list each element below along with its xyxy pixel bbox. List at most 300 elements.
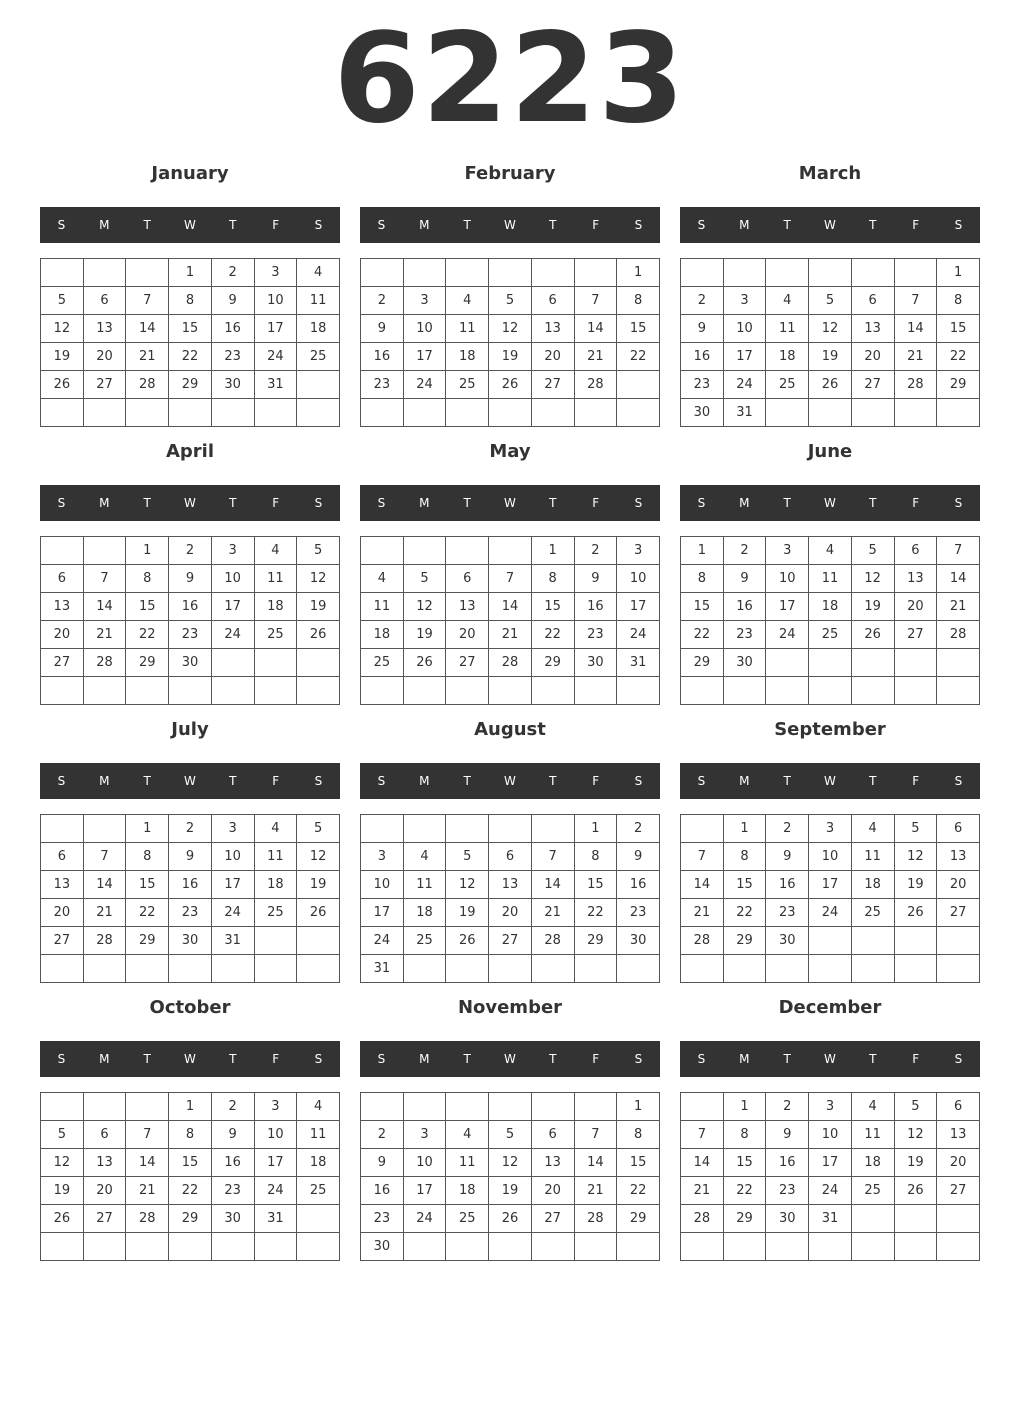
day-cell: 12 bbox=[403, 593, 446, 621]
day-cell bbox=[531, 955, 574, 983]
day-cell: 4 bbox=[851, 815, 894, 843]
weekday-label: W bbox=[504, 774, 516, 788]
day-cell: 11 bbox=[297, 287, 340, 315]
day-cell: 6 bbox=[851, 287, 894, 315]
day-cell: 14 bbox=[126, 1149, 169, 1177]
weekday-label: T bbox=[783, 1052, 791, 1066]
week-row bbox=[681, 1093, 980, 1121]
day-cell: 16 bbox=[766, 871, 809, 899]
day-cell: 24 bbox=[723, 371, 766, 399]
day-cell bbox=[297, 371, 340, 399]
day-cell: 24 bbox=[617, 621, 660, 649]
day-cell: 22 bbox=[681, 621, 724, 649]
day-cell: 1 bbox=[937, 259, 980, 287]
week-row bbox=[361, 955, 660, 983]
weekday-label: F bbox=[272, 774, 280, 788]
day-cell: 4 bbox=[446, 287, 489, 315]
weekday-label: W bbox=[184, 774, 196, 788]
day-cell bbox=[937, 1233, 980, 1261]
day-cell bbox=[809, 399, 852, 427]
day-cell bbox=[851, 955, 894, 983]
weekday-label: S bbox=[377, 496, 386, 510]
day-cell bbox=[41, 399, 84, 427]
weekday-label: W bbox=[824, 774, 836, 788]
day-cell bbox=[297, 1205, 340, 1233]
day-cell: 4 bbox=[446, 1121, 489, 1149]
day-cell bbox=[681, 259, 724, 287]
week-row bbox=[681, 1177, 980, 1205]
week-row bbox=[41, 1177, 340, 1205]
day-cell bbox=[681, 1093, 724, 1121]
day-cell bbox=[126, 955, 169, 983]
day-cell: 25 bbox=[254, 899, 297, 927]
day-cell: 26 bbox=[41, 371, 84, 399]
day-cell: 15 bbox=[169, 315, 212, 343]
day-cell: 26 bbox=[446, 927, 489, 955]
day-cell: 11 bbox=[851, 843, 894, 871]
week-row bbox=[361, 537, 660, 565]
day-cell: 4 bbox=[254, 815, 297, 843]
day-cell: 28 bbox=[937, 621, 980, 649]
weekday-label: S bbox=[314, 218, 323, 232]
day-cell bbox=[403, 1093, 446, 1121]
day-cell: 20 bbox=[83, 1177, 126, 1205]
weekday-label: T bbox=[143, 218, 151, 232]
weekday-label: T bbox=[549, 496, 557, 510]
day-cell: 9 bbox=[169, 843, 212, 871]
week-row bbox=[681, 1233, 980, 1261]
day-cell: 6 bbox=[83, 287, 126, 315]
day-cell: 28 bbox=[531, 927, 574, 955]
day-cell: 21 bbox=[83, 621, 126, 649]
day-cell: 12 bbox=[489, 315, 532, 343]
month-july bbox=[40, 714, 340, 984]
day-cell: 2 bbox=[361, 287, 404, 315]
week-row bbox=[41, 593, 340, 621]
day-cell: 30 bbox=[681, 399, 724, 427]
day-cell: 7 bbox=[489, 565, 532, 593]
day-cell: 9 bbox=[361, 1149, 404, 1177]
day-cell: 8 bbox=[937, 287, 980, 315]
day-cell: 16 bbox=[169, 871, 212, 899]
day-cell: 28 bbox=[83, 927, 126, 955]
day-cell bbox=[169, 1233, 212, 1261]
weekday-header bbox=[680, 1041, 980, 1077]
day-cell: 5 bbox=[489, 287, 532, 315]
day-cell bbox=[169, 955, 212, 983]
day-cell: 9 bbox=[361, 315, 404, 343]
day-cell: 17 bbox=[617, 593, 660, 621]
weekday-label: M bbox=[99, 496, 110, 510]
day-cell: 30 bbox=[169, 927, 212, 955]
day-cell bbox=[937, 399, 980, 427]
day-cell: 2 bbox=[169, 815, 212, 843]
week-row bbox=[681, 927, 980, 955]
day-cell bbox=[574, 955, 617, 983]
day-cell: 12 bbox=[297, 843, 340, 871]
day-cell: 12 bbox=[894, 1121, 937, 1149]
day-cell: 10 bbox=[617, 565, 660, 593]
day-cell: 6 bbox=[489, 843, 532, 871]
day-cell bbox=[681, 1233, 724, 1261]
day-cell: 26 bbox=[297, 899, 340, 927]
day-cell: 28 bbox=[126, 371, 169, 399]
day-cell: 23 bbox=[681, 371, 724, 399]
day-cell bbox=[446, 259, 489, 287]
day-cell: 7 bbox=[83, 565, 126, 593]
day-cell: 18 bbox=[446, 343, 489, 371]
day-cell: 6 bbox=[894, 537, 937, 565]
weekday-header bbox=[680, 763, 980, 799]
day-cell: 21 bbox=[681, 1177, 724, 1205]
day-cell: 12 bbox=[41, 1149, 84, 1177]
day-cell: 1 bbox=[617, 259, 660, 287]
week-row bbox=[681, 1149, 980, 1177]
month-june bbox=[680, 436, 980, 706]
week-row bbox=[361, 399, 660, 427]
day-cell: 8 bbox=[617, 1121, 660, 1149]
weekday-label: W bbox=[504, 496, 516, 510]
weekday-label: S bbox=[377, 1052, 386, 1066]
day-cell: 20 bbox=[851, 343, 894, 371]
day-grid bbox=[360, 1092, 660, 1261]
day-cell: 25 bbox=[254, 621, 297, 649]
weekday-label: S bbox=[634, 218, 643, 232]
day-cell: 7 bbox=[681, 1121, 724, 1149]
day-cell: 11 bbox=[361, 593, 404, 621]
day-cell: 17 bbox=[211, 871, 254, 899]
day-cell: 11 bbox=[403, 871, 446, 899]
weekday-label: S bbox=[57, 774, 66, 788]
weekday-label: W bbox=[824, 496, 836, 510]
day-cell: 27 bbox=[937, 1177, 980, 1205]
weekday-label: M bbox=[739, 1052, 750, 1066]
day-cell: 7 bbox=[83, 843, 126, 871]
weekday-label: S bbox=[697, 1052, 706, 1066]
day-cell: 31 bbox=[254, 371, 297, 399]
weekday-label: S bbox=[314, 774, 323, 788]
week-row bbox=[681, 1205, 980, 1233]
day-cell bbox=[126, 677, 169, 705]
day-cell: 14 bbox=[574, 1149, 617, 1177]
day-cell: 22 bbox=[169, 343, 212, 371]
day-cell bbox=[446, 677, 489, 705]
day-cell bbox=[361, 677, 404, 705]
day-cell: 23 bbox=[361, 371, 404, 399]
month-december bbox=[680, 992, 980, 1262]
day-cell: 20 bbox=[937, 1149, 980, 1177]
weekday-label: F bbox=[592, 218, 600, 232]
weekday-header bbox=[40, 763, 340, 799]
day-cell bbox=[809, 259, 852, 287]
day-cell: 2 bbox=[766, 815, 809, 843]
day-cell: 21 bbox=[531, 899, 574, 927]
day-cell: 10 bbox=[361, 871, 404, 899]
day-cell: 24 bbox=[254, 343, 297, 371]
week-row bbox=[361, 1093, 660, 1121]
month-september bbox=[680, 714, 980, 984]
weekday-header bbox=[360, 485, 660, 521]
day-cell bbox=[617, 371, 660, 399]
day-cell bbox=[169, 399, 212, 427]
day-cell bbox=[894, 927, 937, 955]
week-row bbox=[41, 843, 340, 871]
weekday-label: T bbox=[869, 1052, 877, 1066]
day-cell: 29 bbox=[681, 649, 724, 677]
day-cell bbox=[809, 927, 852, 955]
day-cell: 16 bbox=[211, 1149, 254, 1177]
week-row bbox=[681, 259, 980, 287]
day-cell: 6 bbox=[83, 1121, 126, 1149]
day-cell bbox=[41, 1093, 84, 1121]
day-cell: 7 bbox=[574, 287, 617, 315]
week-row bbox=[361, 1121, 660, 1149]
day-cell: 8 bbox=[169, 1121, 212, 1149]
day-cell: 30 bbox=[169, 649, 212, 677]
day-grid bbox=[680, 258, 980, 427]
day-cell: 12 bbox=[297, 565, 340, 593]
day-cell: 13 bbox=[894, 565, 937, 593]
month-name: November bbox=[457, 997, 563, 1018]
day-cell bbox=[937, 677, 980, 705]
day-cell bbox=[723, 259, 766, 287]
day-cell: 14 bbox=[126, 315, 169, 343]
weekday-label: S bbox=[314, 496, 323, 510]
day-cell: 8 bbox=[681, 565, 724, 593]
day-cell: 30 bbox=[361, 1233, 404, 1261]
day-cell bbox=[894, 259, 937, 287]
day-cell: 30 bbox=[211, 371, 254, 399]
week-row bbox=[361, 593, 660, 621]
day-cell: 15 bbox=[126, 871, 169, 899]
week-row bbox=[41, 871, 340, 899]
day-cell: 7 bbox=[531, 843, 574, 871]
day-cell: 22 bbox=[169, 1177, 212, 1205]
day-cell: 15 bbox=[617, 1149, 660, 1177]
week-row bbox=[361, 287, 660, 315]
day-cell: 21 bbox=[83, 899, 126, 927]
day-cell bbox=[723, 677, 766, 705]
week-row bbox=[681, 565, 980, 593]
day-cell: 22 bbox=[723, 1177, 766, 1205]
day-cell bbox=[254, 677, 297, 705]
day-cell: 21 bbox=[126, 343, 169, 371]
day-cell bbox=[574, 399, 617, 427]
week-row bbox=[41, 1233, 340, 1261]
day-cell: 16 bbox=[723, 593, 766, 621]
month-november bbox=[360, 992, 660, 1262]
weekday-label: T bbox=[463, 774, 471, 788]
day-grid bbox=[40, 1092, 340, 1261]
day-cell: 4 bbox=[361, 565, 404, 593]
day-cell: 1 bbox=[723, 1093, 766, 1121]
weekday-label: T bbox=[229, 774, 237, 788]
day-cell: 8 bbox=[617, 287, 660, 315]
day-grid bbox=[40, 536, 340, 705]
day-cell: 1 bbox=[531, 537, 574, 565]
day-cell: 6 bbox=[937, 815, 980, 843]
day-cell bbox=[41, 537, 84, 565]
week-row bbox=[41, 927, 340, 955]
day-cell: 6 bbox=[41, 843, 84, 871]
week-row bbox=[681, 871, 980, 899]
day-cell bbox=[297, 649, 340, 677]
month-name: July bbox=[171, 719, 209, 740]
day-cell bbox=[681, 815, 724, 843]
day-cell: 2 bbox=[681, 287, 724, 315]
week-row bbox=[41, 1205, 340, 1233]
day-cell: 20 bbox=[531, 1177, 574, 1205]
day-cell: 6 bbox=[446, 565, 489, 593]
day-cell: 27 bbox=[489, 927, 532, 955]
month-name: January bbox=[151, 163, 229, 184]
day-cell: 28 bbox=[83, 649, 126, 677]
day-cell: 15 bbox=[937, 315, 980, 343]
week-row bbox=[681, 315, 980, 343]
day-cell: 3 bbox=[211, 815, 254, 843]
day-cell: 5 bbox=[489, 1121, 532, 1149]
day-cell: 29 bbox=[169, 1205, 212, 1233]
day-cell: 31 bbox=[211, 927, 254, 955]
month-march bbox=[680, 158, 980, 428]
day-cell bbox=[41, 815, 84, 843]
weekday-label: M bbox=[419, 774, 430, 788]
day-cell: 9 bbox=[723, 565, 766, 593]
day-cell: 1 bbox=[574, 815, 617, 843]
weekday-label: T bbox=[549, 218, 557, 232]
week-row bbox=[41, 955, 340, 983]
day-cell bbox=[851, 259, 894, 287]
day-cell: 11 bbox=[851, 1121, 894, 1149]
day-cell: 5 bbox=[297, 537, 340, 565]
week-row bbox=[361, 843, 660, 871]
day-cell: 11 bbox=[446, 315, 489, 343]
day-cell: 3 bbox=[361, 843, 404, 871]
weekday-header bbox=[40, 1041, 340, 1077]
day-cell bbox=[681, 955, 724, 983]
day-cell bbox=[531, 1233, 574, 1261]
day-cell: 23 bbox=[723, 621, 766, 649]
day-cell bbox=[723, 1233, 766, 1261]
day-cell: 25 bbox=[446, 371, 489, 399]
day-cell bbox=[617, 1233, 660, 1261]
day-cell: 15 bbox=[723, 871, 766, 899]
weekday-label: F bbox=[592, 1052, 600, 1066]
day-cell bbox=[403, 815, 446, 843]
weekday-label: S bbox=[377, 218, 386, 232]
day-cell: 1 bbox=[126, 537, 169, 565]
day-cell bbox=[361, 815, 404, 843]
day-cell: 26 bbox=[894, 1177, 937, 1205]
day-cell: 25 bbox=[851, 1177, 894, 1205]
weekday-label: T bbox=[143, 496, 151, 510]
weekday-label: T bbox=[143, 1052, 151, 1066]
day-cell: 23 bbox=[766, 1177, 809, 1205]
week-row bbox=[681, 343, 980, 371]
day-cell bbox=[403, 955, 446, 983]
weekday-label: F bbox=[592, 774, 600, 788]
day-cell: 20 bbox=[531, 343, 574, 371]
day-cell: 18 bbox=[851, 871, 894, 899]
day-cell: 2 bbox=[574, 537, 617, 565]
day-cell: 22 bbox=[126, 899, 169, 927]
day-cell bbox=[489, 955, 532, 983]
day-cell: 21 bbox=[574, 343, 617, 371]
day-cell bbox=[894, 1205, 937, 1233]
day-cell: 21 bbox=[489, 621, 532, 649]
day-cell: 2 bbox=[211, 259, 254, 287]
day-cell: 14 bbox=[531, 871, 574, 899]
day-cell: 31 bbox=[723, 399, 766, 427]
day-grid bbox=[40, 258, 340, 427]
day-cell: 15 bbox=[531, 593, 574, 621]
day-cell: 15 bbox=[617, 315, 660, 343]
day-cell bbox=[403, 259, 446, 287]
weekday-label: W bbox=[184, 496, 196, 510]
month-name: March bbox=[798, 163, 862, 184]
day-cell: 13 bbox=[937, 1121, 980, 1149]
week-row bbox=[681, 899, 980, 927]
day-cell: 30 bbox=[766, 1205, 809, 1233]
day-cell: 20 bbox=[83, 343, 126, 371]
day-cell: 13 bbox=[41, 871, 84, 899]
day-cell: 3 bbox=[809, 1093, 852, 1121]
weekday-label: M bbox=[419, 218, 430, 232]
day-cell: 10 bbox=[809, 1121, 852, 1149]
weekday-label: M bbox=[739, 496, 750, 510]
weekday-label: M bbox=[419, 1052, 430, 1066]
day-cell: 8 bbox=[126, 843, 169, 871]
day-cell bbox=[211, 649, 254, 677]
day-cell: 22 bbox=[617, 1177, 660, 1205]
day-cell: 23 bbox=[361, 1205, 404, 1233]
day-cell: 18 bbox=[254, 871, 297, 899]
weekday-label: S bbox=[634, 496, 643, 510]
day-cell: 16 bbox=[361, 343, 404, 371]
day-cell: 27 bbox=[937, 899, 980, 927]
month-october bbox=[40, 992, 340, 1262]
day-cell bbox=[531, 399, 574, 427]
day-cell bbox=[531, 677, 574, 705]
day-cell: 28 bbox=[574, 371, 617, 399]
week-row bbox=[41, 371, 340, 399]
day-cell: 13 bbox=[446, 593, 489, 621]
day-cell: 12 bbox=[809, 315, 852, 343]
day-cell: 10 bbox=[403, 1149, 446, 1177]
day-cell: 8 bbox=[169, 287, 212, 315]
day-cell: 15 bbox=[723, 1149, 766, 1177]
day-cell bbox=[361, 1093, 404, 1121]
year-title: 6223 bbox=[333, 7, 687, 151]
day-cell: 10 bbox=[254, 287, 297, 315]
weekday-label: T bbox=[783, 774, 791, 788]
day-cell: 3 bbox=[617, 537, 660, 565]
day-cell: 29 bbox=[723, 927, 766, 955]
day-cell: 18 bbox=[809, 593, 852, 621]
day-cell: 17 bbox=[403, 1177, 446, 1205]
day-cell: 6 bbox=[531, 287, 574, 315]
day-cell: 18 bbox=[766, 343, 809, 371]
day-cell bbox=[489, 399, 532, 427]
day-cell: 14 bbox=[83, 871, 126, 899]
day-cell: 17 bbox=[809, 871, 852, 899]
day-cell: 26 bbox=[489, 371, 532, 399]
day-cell: 19 bbox=[489, 1177, 532, 1205]
week-row bbox=[41, 1121, 340, 1149]
day-cell bbox=[766, 259, 809, 287]
day-cell: 29 bbox=[617, 1205, 660, 1233]
day-cell bbox=[851, 399, 894, 427]
